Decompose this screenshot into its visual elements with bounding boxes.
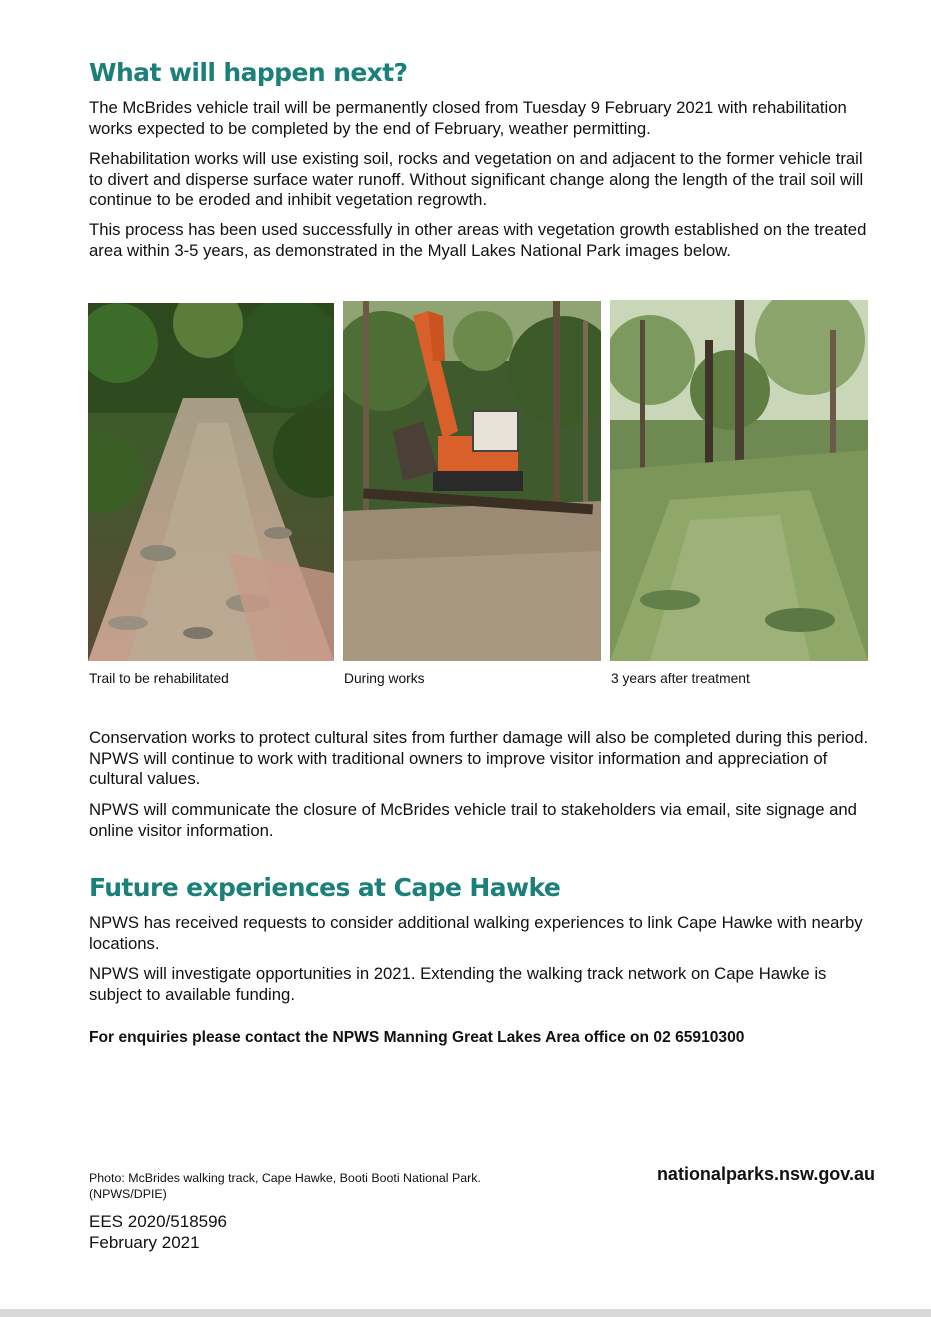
photo-credit: Photo: McBrides walking track, Cape Hawke, Booti Booti National Park. (NPWS/DPIE) [89, 1171, 481, 1201]
website-link[interactable]: nationalparks.nsw.gov.au [656, 1164, 875, 1184]
heading-future-experiences: Future experiences at Cape Hawke [89, 873, 561, 902]
heading-what-will-happen-next: What will happen next? [89, 58, 408, 87]
caption-photo-2: During works [344, 671, 425, 686]
enquiry-contact: For enquiries please contact the NPWS Manning Great Lakes Area office on 02 65910300 [89, 1029, 745, 1046]
photo-trail-before [88, 303, 334, 661]
photo-three-years-after [610, 300, 868, 661]
caption-photo-1: Trail to be rehabilitated [89, 671, 229, 686]
paragraph-walking-requests: NPWS has received requests to consider additional walking experiences to link Cape Hawke with nearby locations. [89, 913, 863, 953]
paragraph-process-success: This process has been used successfully in other areas with vegetation growth established on the treated area within 3-5 years, as demonstrated in the Myall Lakes National Park images below. [89, 220, 867, 260]
paragraph-communication: NPWS will communicate the closure of McBrides vehicle trail to stakeholders via email, site signage and online visitor information. [89, 800, 857, 840]
reference-number: EES 2020/518596 [89, 1212, 228, 1231]
paragraph-conservation-works: Conservation works to protect cultural sites from further damage will also be completed during this period. NPWS will continue to work with traditional owners to improve visitor information and appreciation of cultural values. [89, 728, 869, 789]
photo-during-works [343, 301, 601, 661]
publication-date: February 2021 [89, 1232, 200, 1252]
paragraph-rehabilitation-method: Rehabilitation works will use existing soil, rocks and vegetation on and adjacent to the former vehicle trail to divert and disperse surface water runoff. Without significant change along the length of the trail soil will continue to be eroded and inhibit vegetation regrowth. [89, 149, 864, 210]
paragraph-investigate-opportunities: NPWS will investigate opportunities in 2021. Extending the walking track network on Cape Hawke is subject to available funding. [89, 964, 827, 1004]
page-bottom-edge [0, 1309, 931, 1317]
paragraph-closure-date: The McBrides vehicle trail will be permanently closed from Tuesday 9 February 2021 with rehabilitation works expected to be completed by the end of February, weather permitting. [89, 98, 847, 138]
document-reference [89, 1212, 227, 1253]
caption-photo-3: 3 years after treatment [611, 671, 750, 686]
